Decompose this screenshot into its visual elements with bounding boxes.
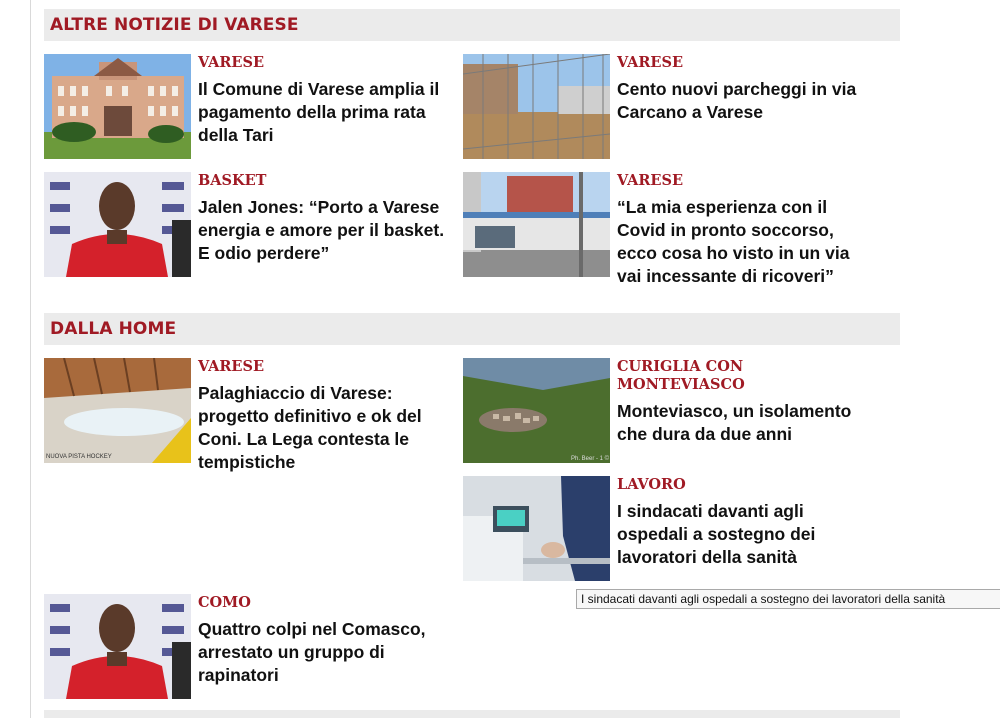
article-headline[interactable]: “La mia esperienza con il Covid in pronto soccorso, ecco cosa ho visto in un via vai incessante di ricoveri” bbox=[617, 197, 850, 286]
article-card[interactable] bbox=[463, 476, 875, 581]
article-category[interactable]: VARESE bbox=[198, 358, 265, 375]
article-headline[interactable]: I sindacati davanti agli ospedali a sostegno dei lavoratori della sanità bbox=[617, 501, 816, 567]
article-headline[interactable]: Cento nuovi parcheggi in via Carcano a Varese bbox=[617, 79, 857, 122]
article-card[interactable] bbox=[44, 358, 456, 474]
section-header-dalla-home bbox=[44, 313, 900, 345]
article-thumbnail-hospital[interactable] bbox=[463, 172, 610, 277]
article-category[interactable]: CURIGLIA CON MONTEVIASCO bbox=[617, 358, 745, 393]
image-caption: Ph. Beer - 1 © bbox=[571, 456, 610, 462]
article-thumbnail-ice-rink[interactable] bbox=[44, 358, 191, 463]
section-header-altre-notizie bbox=[44, 9, 900, 41]
article-category[interactable]: VARESE bbox=[617, 54, 684, 71]
article-card[interactable] bbox=[44, 594, 456, 699]
left-divider bbox=[30, 0, 31, 718]
article-thumbnail-player-portrait[interactable] bbox=[44, 594, 191, 699]
image-caption: NUOVA PISTA HOCKEY bbox=[46, 454, 112, 460]
article-headline[interactable]: Quattro colpi nel Comasco, arrestato un gruppo di rapinatori bbox=[198, 619, 426, 685]
article-headline[interactable]: Il Comune di Varese amplia il pagamento della prima rata della Tari bbox=[198, 79, 440, 145]
article-category[interactable]: VARESE bbox=[198, 54, 265, 71]
article-thumbnail-mountain-village[interactable] bbox=[463, 358, 610, 463]
article-card[interactable] bbox=[463, 54, 875, 159]
article-category[interactable]: VARESE bbox=[617, 172, 684, 189]
article-headline[interactable]: Jalen Jones: “Porto a Varese energia e amore per il basket. E odio perdere” bbox=[198, 197, 445, 263]
article-card[interactable] bbox=[44, 172, 456, 277]
article-card[interactable] bbox=[463, 358, 875, 463]
article-card[interactable] bbox=[44, 54, 456, 159]
article-card[interactable] bbox=[463, 172, 875, 288]
next-section-header bbox=[44, 710, 900, 718]
article-headline[interactable]: Monteviasco, un isolamento che dura da due anni bbox=[617, 401, 852, 444]
link-tooltip: I sindacati davanti agli ospedali a sostegno dei lavoratori della sanità bbox=[576, 589, 1000, 609]
article-category[interactable]: BASKET bbox=[198, 172, 267, 189]
article-thumbnail-parking-lot[interactable] bbox=[463, 54, 610, 159]
section-title: DALLA HOME bbox=[50, 319, 177, 339]
article-thumbnail-hospital-bed[interactable] bbox=[463, 476, 610, 581]
article-category[interactable]: LAVORO bbox=[617, 476, 686, 493]
article-category[interactable]: COMO bbox=[198, 594, 251, 611]
article-thumbnail-villa[interactable] bbox=[44, 54, 191, 159]
section-title: ALTRE NOTIZIE DI VARESE bbox=[50, 15, 299, 35]
article-thumbnail-player-portrait[interactable] bbox=[44, 172, 191, 277]
article-headline[interactable]: Palaghiaccio di Varese: progetto definitivo e ok del Coni. La Lega contesta le tempistiche bbox=[198, 383, 422, 472]
